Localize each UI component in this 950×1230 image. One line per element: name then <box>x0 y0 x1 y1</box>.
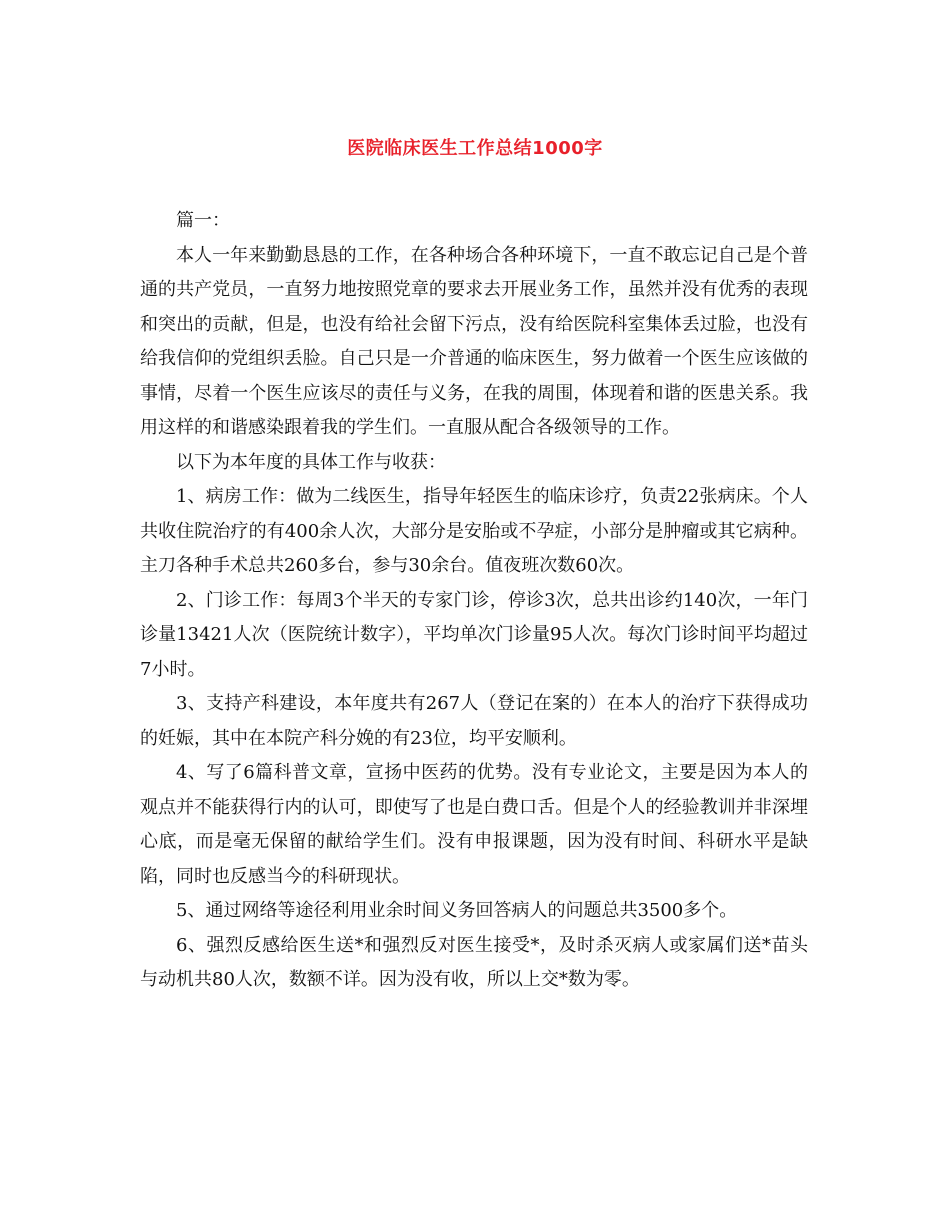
document-title: 医院临床医生工作总结1000字 <box>347 138 603 159</box>
document-body <box>140 204 808 998</box>
paragraph-item-3: 3、支持产科建设，本年度共有267人（登记在案的）在本人的治疗下获得成功的妊娠，其中在本院产科分娩的有23位，均平安顺利。 <box>140 693 808 749</box>
paragraph-item-1: 1、病房工作：做为二线医生，指导年轻医生的临床诊疗，负责22张病床。个人共收住院治疗的有400余人次，大部分是安胎或不孕症，小部分是肿瘤或其它病种。主刀各种手术总共260多台，参与30余台。值夜班次数60次。 <box>140 486 808 576</box>
paragraph-summary-lead: 以下为本年度的具体工作与收获： <box>176 451 446 473</box>
paragraph-intro: 本人一年来勤勤恳恳的工作，在各种场合各种环境下，一直不敢忘记自己是个普通的共产党员，一直努力地按照党章的要求去开展业务工作，虽然并没有优秀的表现和突出的贡献，但是，也没有给社会留下污点，没有给医院科室集体丢过脸，也没有给我信仰的党组织丢脸。自己只是一介普通的临床医生，努力做着一个医生应该做的事情，尽着一个医生应该尽的责任与义务，在我的周围，体现着和谐的医患关系。我用这样的和谐感染跟着我的学生们。一直服从配合各级领导的工作。 <box>140 244 808 438</box>
paragraph-item-6: 6、强烈反感给医生送*和强烈反对医生接受*，及时杀灭病人或家属们送*苗头与动机共80人次，数额不详。因为没有收，所以上交*数为零。 <box>140 934 808 990</box>
paragraph-item-5: 5、通过网络等途径利用业余时间义务回答病人的问题总共3500多个。 <box>176 900 738 921</box>
paragraph-item-2: 2、门诊工作：每周3个半天的专家门诊，停诊3次，总共出诊约140次，一年门诊量13421人次（医院统计数字），平均单次门诊量95人次。每次门诊时间平均超过7小时。 <box>140 589 808 680</box>
section-heading: 篇一： <box>176 210 230 231</box>
paragraph-item-4: 4、写了6篇科普文章，宣扬中医药的优势。没有专业论文，主要是因为本人的观点并不能获得行内的认可，即使写了也是白费口舌。但是个人的经验教训并非深埋心底，而是毫无保留的献给学生们。没有申报课题，因为没有时间、科研水平是缺陷，同时也反感当今的科研现状。 <box>140 762 808 887</box>
